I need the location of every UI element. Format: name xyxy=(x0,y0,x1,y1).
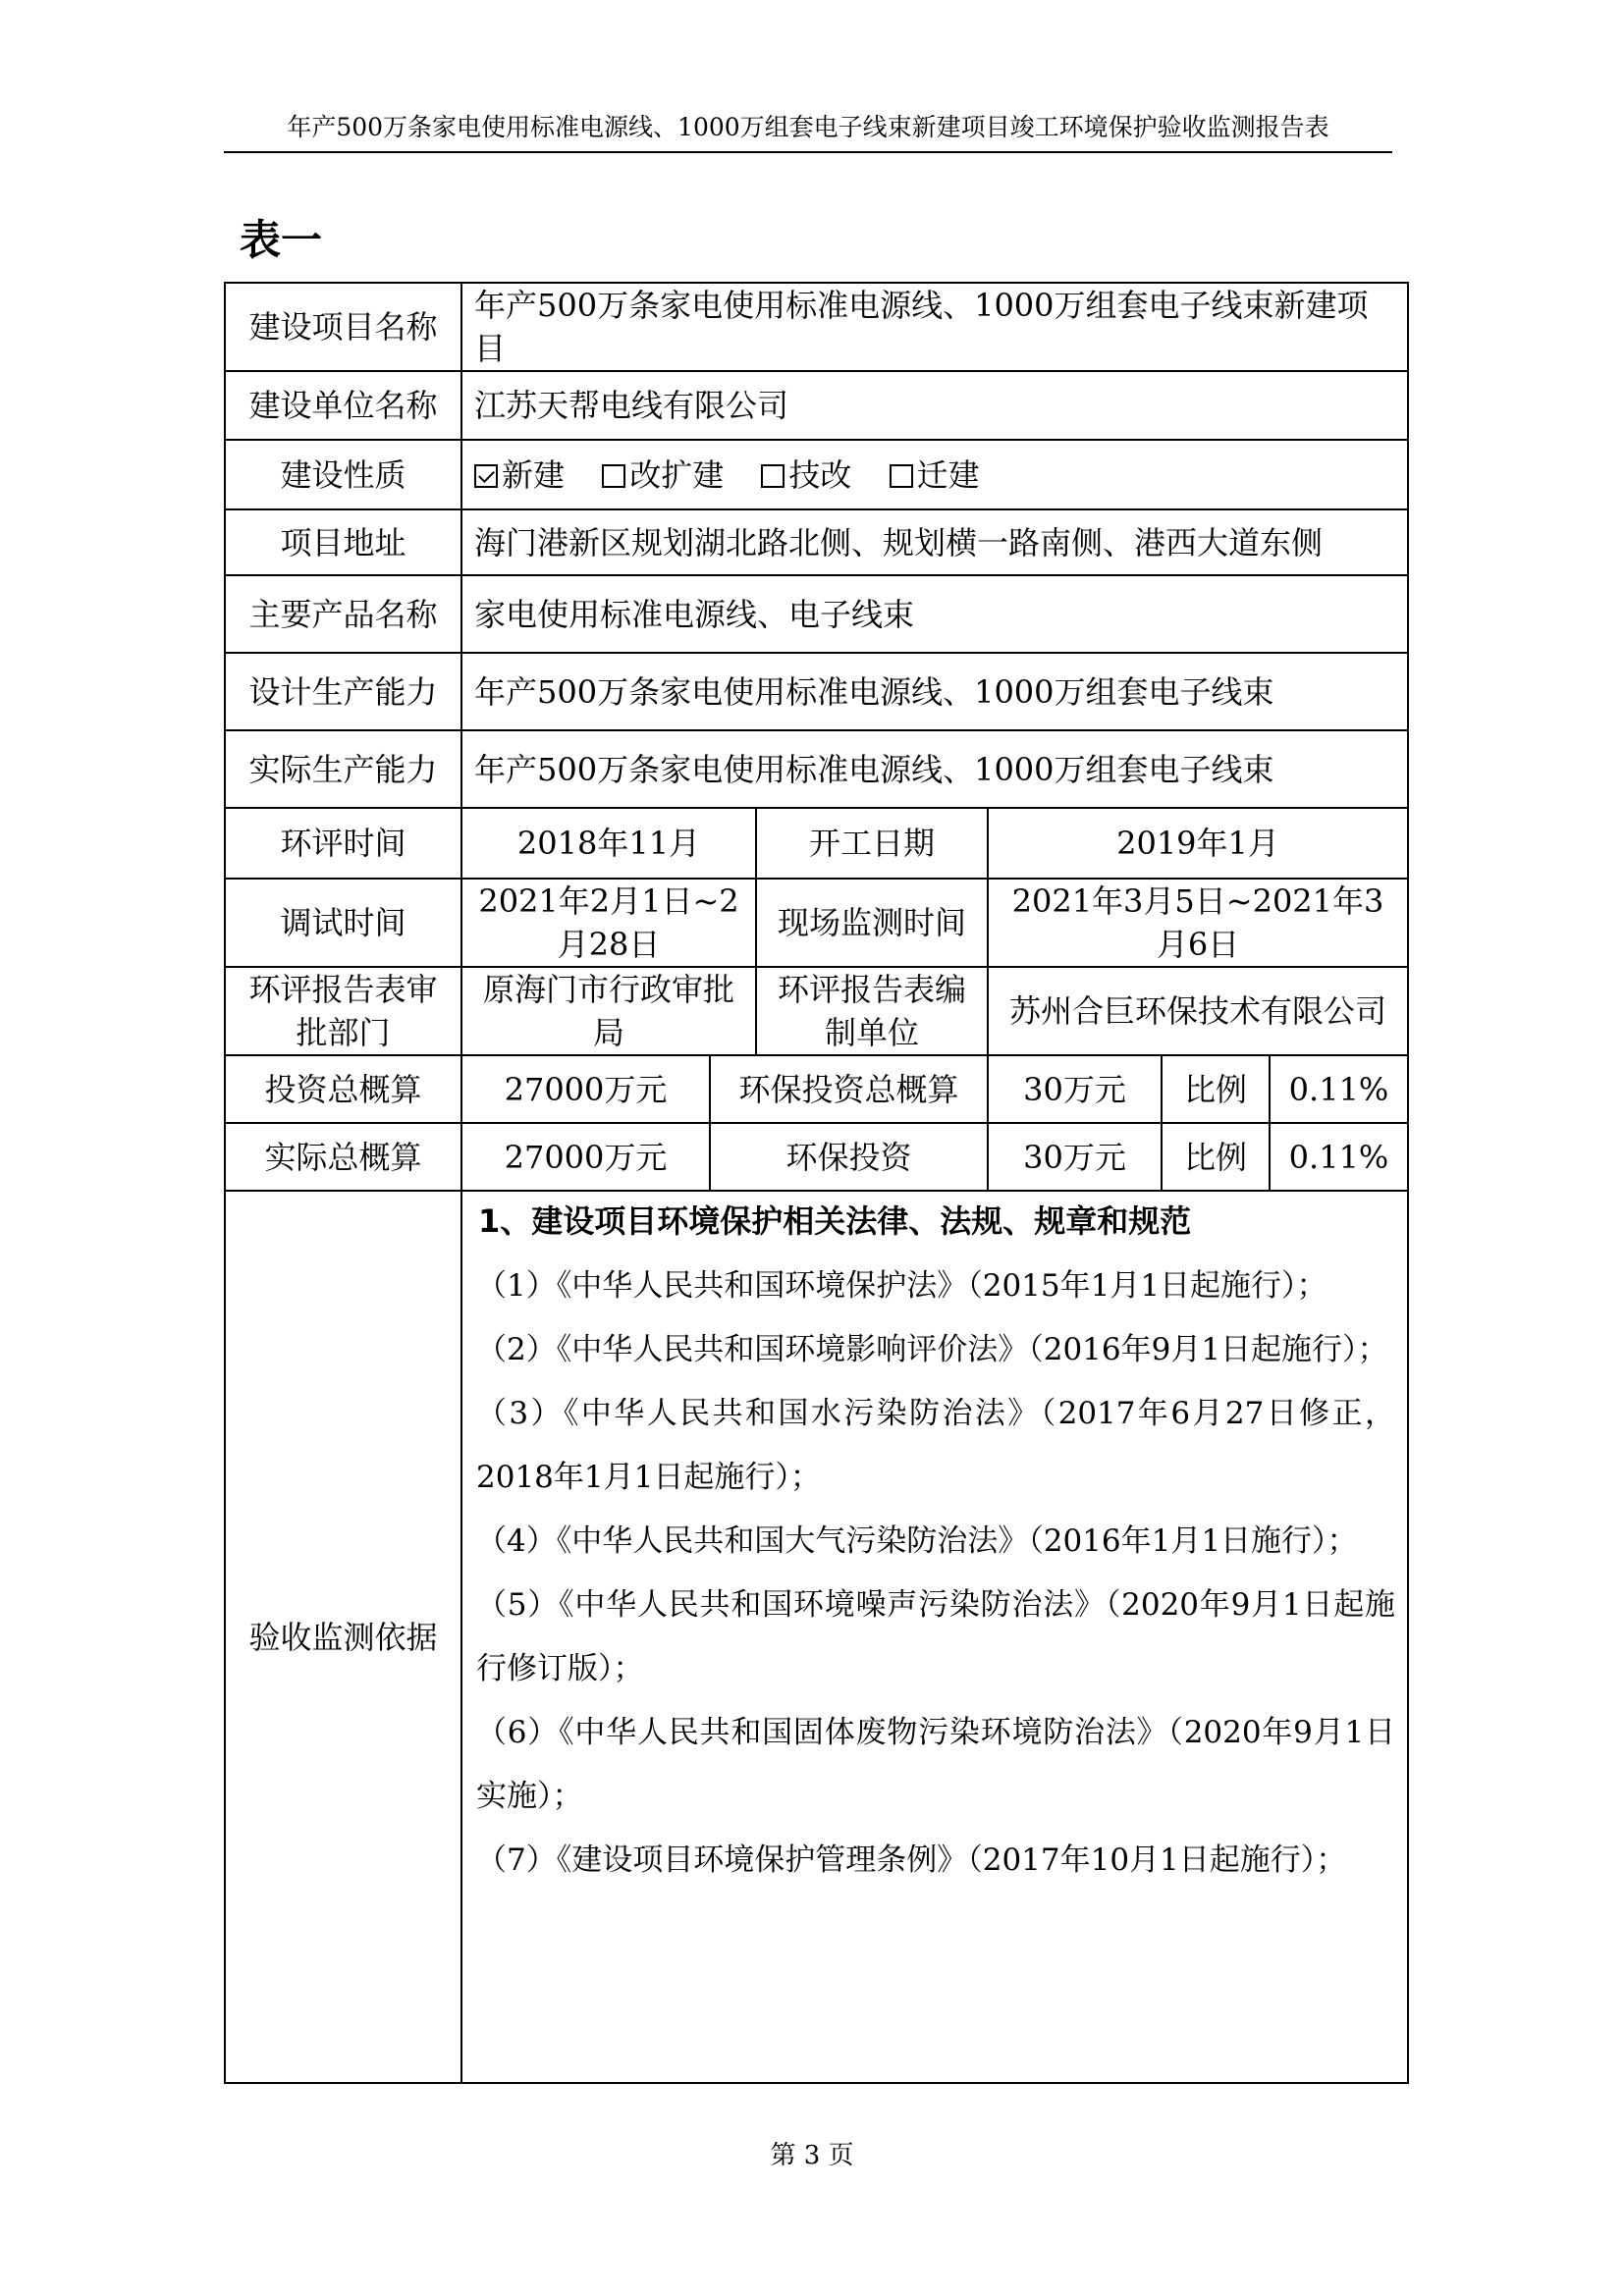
main-product-value: 家电使用标准电源线、电子线束 xyxy=(461,575,1408,653)
main-product-label: 主要产品名称 xyxy=(225,575,461,653)
investment-label: 投资总概算 xyxy=(225,1055,461,1123)
actual-investment-label: 实际总概算 xyxy=(225,1123,461,1191)
project-name-label: 建设项目名称 xyxy=(225,283,461,371)
checkbox-empty-icon xyxy=(602,464,625,488)
actual-capacity-label: 实际生产能力 xyxy=(225,730,461,808)
row-approval xyxy=(225,967,1408,1055)
row-design-capacity xyxy=(225,653,1408,730)
address-label: 项目地址 xyxy=(225,509,461,575)
row-investment xyxy=(225,1055,1408,1123)
row-main-product xyxy=(225,575,1408,653)
row-construction-nature xyxy=(225,440,1408,509)
actual-ratio-value: 0.11% xyxy=(1270,1123,1408,1191)
law-item: （5）《中华人民共和国环境噪声污染防治法》（2020年9月1日起施行修订版）； xyxy=(476,1587,1395,1686)
law-item: （7）《建设项目环境保护管理条例》（2017年10月1日起施行）； xyxy=(476,1842,1347,1878)
checkbox-checked-icon xyxy=(474,464,498,488)
row-eia-time xyxy=(225,808,1408,879)
ratio-value: 0.11% xyxy=(1270,1055,1408,1123)
project-name-value: 年产500万条家电使用标准电源线、1000万组套电子线束新建项目 xyxy=(461,283,1408,371)
monitor-time-value: 2021年3月5日~2021年3月6日 xyxy=(988,879,1408,967)
design-capacity-value: 年产500万条家电使用标准电源线、1000万组套电子线束 xyxy=(461,653,1408,730)
debug-time-label: 调试时间 xyxy=(225,879,461,967)
eia-time-label: 环评时间 xyxy=(225,808,461,879)
law-item: （1）《中华人民共和国环境保护法》（2015年1月1日起施行）； xyxy=(476,1268,1327,1304)
compile-unit-value: 苏州合巨环保技术有限公司 xyxy=(988,967,1408,1055)
unit-name-value: 江苏天帮电线有限公司 xyxy=(461,371,1408,440)
monitor-time-label: 现场监测时间 xyxy=(756,879,988,967)
row-acceptance-basis xyxy=(225,1191,1408,2083)
row-project-name xyxy=(225,283,1408,371)
law-item: （6）《中华人民共和国固体废物污染环境防治法》（2020年9月1日实施）； xyxy=(476,1715,1395,1814)
approval-dept-value: 原海门市行政审批局 xyxy=(461,967,756,1055)
start-date-value: 2019年1月 xyxy=(988,808,1408,879)
unit-name-label: 建设单位名称 xyxy=(225,371,461,440)
eia-time-value: 2018年11月 xyxy=(461,808,756,879)
row-actual-investment xyxy=(225,1123,1408,1191)
row-address xyxy=(225,509,1408,575)
address-value: 海门港新区规划湖北路北侧、规划横一路南侧、港西大道东侧 xyxy=(461,509,1408,575)
compile-unit-label: 环评报告表编制单位 xyxy=(756,967,988,1055)
law-item: （2）《中华人民共和国环境影响评价法》（2016年9月1日起施行）； xyxy=(476,1332,1388,1367)
row-actual-capacity xyxy=(225,730,1408,808)
acceptance-basis-label: 验收监测依据 xyxy=(225,1191,461,2083)
law-item: （4）《中华人民共和国大气污染防治法》（2016年1月1日施行）； xyxy=(476,1523,1358,1559)
page-header-title: 年产500万条家电使用标准电源线、1000万组套电子线束新建项目竣工环境保护验收监测报告表 xyxy=(287,113,1329,141)
actual-env-investment-value: 30万元 xyxy=(988,1123,1162,1191)
construction-nature-options xyxy=(461,440,1408,509)
nature-option-tech: 技改 xyxy=(761,454,851,497)
header-rule xyxy=(224,151,1392,153)
ratio-label: 比例 xyxy=(1162,1055,1270,1123)
page-number: 第 3 页 xyxy=(770,2141,854,2170)
project-info-table xyxy=(224,282,1409,2084)
checkbox-empty-icon xyxy=(890,464,913,488)
actual-ratio-label: 比例 xyxy=(1162,1123,1270,1191)
env-investment-label: 环保投资总概算 xyxy=(710,1055,988,1123)
actual-env-investment-label: 环保投资 xyxy=(710,1123,988,1191)
checkbox-empty-icon xyxy=(761,464,785,488)
basis-section-heading: 1、建设项目环境保护相关法律、法规、规章和规范 xyxy=(478,1202,1192,1240)
row-unit-name xyxy=(225,371,1408,440)
acceptance-basis-content xyxy=(461,1191,1408,2083)
actual-capacity-value: 年产500万条家电使用标准电源线、1000万组套电子线束 xyxy=(461,730,1408,808)
law-item: （3）《中华人民共和国水污染防治法》（2017年6月27日修正，2018年1月1日起施行）； xyxy=(476,1396,1395,1495)
table-title: 表一 xyxy=(240,216,323,264)
investment-value: 27000万元 xyxy=(461,1055,710,1123)
construction-nature-label: 建设性质 xyxy=(225,440,461,509)
nature-option-new: 新建 xyxy=(474,454,565,497)
row-debug-time xyxy=(225,879,1408,967)
actual-investment-value: 27000万元 xyxy=(461,1123,710,1191)
nature-option-expand: 改扩建 xyxy=(602,454,724,497)
design-capacity-label: 设计生产能力 xyxy=(225,653,461,730)
debug-time-value: 2021年2月1日~2月28日 xyxy=(461,879,756,967)
nature-option-relocate: 迁建 xyxy=(890,454,980,497)
approval-dept-label: 环评报告表审批部门 xyxy=(225,967,461,1055)
env-investment-value: 30万元 xyxy=(988,1055,1162,1123)
start-date-label: 开工日期 xyxy=(756,808,988,879)
